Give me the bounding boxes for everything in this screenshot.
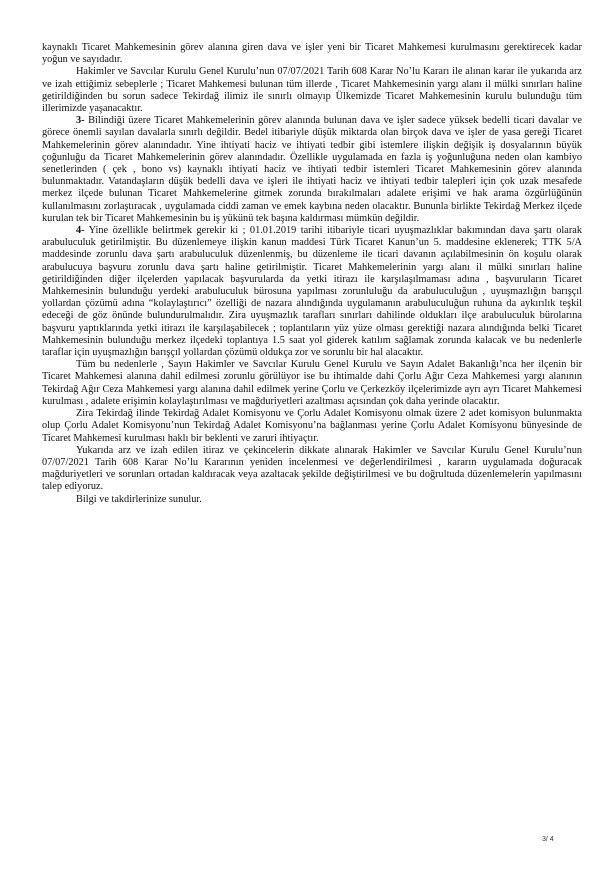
document-body	[42, 42, 582, 506]
paragraph-7: Yukarıda arz ve izah edilen itiraz ve çekincelerin dikkate alınarak Hakimler ve Savcılar Kurulu Genel Kurulu’nun 07/07/2021 Tarih 608 Karar No’lu Kararının yeniden incelenmesi ve değerlendirilmesi , kararın uygulamada doğuracak mağduriyetleri ve sorunları ortadan kaldıracak veya azaltacak şekilde değiştirilmesi ve bu doğrultuda düzenlemelerin yapılmasını talep ediyoruz.	[42, 444, 582, 493]
closing-line: Bilgi ve takdirlerinize sunulur.	[76, 493, 202, 505]
item-number-3: 3-	[76, 115, 85, 127]
item-number-4: 4-	[76, 225, 85, 237]
paragraph-1: kaynaklı Ticaret Mahkemesinin görev alanına giren dava ve işler yeni bir Ticaret Mahkemesi kurulmasını gerektirecek kadar yoğun ve sayıdadır.	[42, 42, 582, 66]
page-number: 3/ 4	[542, 836, 554, 843]
paragraph-4-text: Yine özellikle belirtmek gerekir ki ; 01.01.2019 tarihi itibariyle ticari uyuşmazlıklar bakımından dava şartı olarak arabuluculuk getirilmiştir. Bu düzenlemeye ilişkin kanun maddesi Türk Ticaret Kanun’un 5. maddesine eklenerek; TTK 5/A maddesinde zorunlu dava şartı arabuluculuk düzenlenmiş, bu düzenleme ile ticari davanın açılabilmesinin ön koşulu olarak arabulucuya başvuru zorunlu dava şartı haline getirilmiştir. Ticaret Mahkemelerinin yargı alanı il mülki sınırları haline getirildiğinden diğer ilçelerden yapılacak başvurularda da yetki itirazı ile karşılaşılmaması adına , başvuruların Ticaret Mahkemesinin bulunduğu yerdeki arabuluculuk bürosuna yapılması zorunluluğu da arabuluculuğun , uyuşmazlığın barışçıl yollardan çözümü adına “kolaylaştırıcı” özelliği de nazara alındığında uygulamanın arabuluculuğun ruhuna da aykırılık teşkil edeceği de göz önünde bulundurulmalıdır. Zira uyuşmazlık tarafları sınırları dahilinde oldukları ilçe arabuluculuk bürolarına başvuru yaptıklarında yetki itirazı ile karşılaşabilecek ; toplantıların yüz yüze olması gerektiği nazara alındığında belki Ticaret Mahkemesinin bulunduğu merkez ilçedeki toplantıya 1.5 saat yol giderek katılım sağlamak zorunda kalacak ve bu nedenlerle taraflar için uyuşmazlığın barışçıl yollardan çözümü oldukça zor ve sorunlu bir hal alacaktır.	[42, 225, 582, 359]
paragraph-5: Tüm bu nedenlerle , Sayın Hakimler ve Savcılar Kurulu Genel Kurulu ve Sayın Adalet Bakanlığı’nca her ilçenin bir Ticaret Mahkemesi alanına dahil edilmesi zorunlu görülüyor ise bu ihtimalde dahi Çorlu Ağır Ceza Mahkemesi yargı alanının Tekirdağ Ağır Ceza Mahkemesi yargı alanına dahil edilmek yerine Çorlu ve Çerkezköy ilçelerimizde ayrı ayrı Ticaret Mahkemesi kurulması , adalete erişimin kolaylaştırılması ve mağduriyetleri azaltması açısından çok daha yerinde olacaktır.	[42, 359, 582, 407]
paragraph-3	[42, 115, 582, 225]
paragraph-2: Hakimler ve Savcılar Kurulu Genel Kurulu’nun 07/07/2021 Tarih 608 Karar No’lu Kararı ile alınan karar ile yukarıda arz ve izah ettiğimiz sebeplerle ; Ticaret Mahkemesi bulunan tüm illerde , Ticaret Mahkemesinin yargı alanı il mülki sınırları haline getirildiğinden bu sorun sadece Tekirdağ ilimiz ile sınırlı olmayıp Ülkemizde Ticaret Mahkemesinin kurulu bulunduğu tüm illerimizde yaşanacaktır.	[42, 66, 582, 115]
paragraph-6: Zira Tekirdağ ilinde Tekirdağ Adalet Komisyonu ve Çorlu Adalet Komisyonu olmak üzere 2 adet komisyon bulunmakta olup Çorlu Adalet Komisyonu’nun Tekirdağ Adalet Komisyonu’na bağlanması yerine Çorlu Adalet Komisyonu bünyesinde de Ticaret Mahkemesi kurulması haklı bir beklenti ve zaruri ihtiyaçtır.	[42, 408, 582, 444]
paragraph-4	[42, 225, 582, 359]
paragraph-3-text: Bilindiği üzere Ticaret Mahkemelerinin görev alanında bulunan dava ve işler sadece yüksek bedelli ticari davalar ve görece önemli sayılan davalarla sınırlı değildir. Bedel itibariyle düşük miktarda olan birçok dava ve işler de yasa gereği Ticaret Mahkemelerinin görev alanındadır. Yine ihtiyati haciz ve ihtiyati tedbir gibi istemlere ilişkin değişik iş dosyalarının büyük çoğunluğu da Ticaret Mahkemelerinin görev alanındadır. Özellikle uygulamada en fazla iş yoğunluğuna neden olan kambiyo senetlerinden ( çek , bono vs) kaynaklı ihtiyati haciz ve ihtiyati tedbir istemleri Ticaret Mahkemesinin görev alanında bulunmaktadır. Vatandaşların düşük bedelli dava ve işleri ile ihtiyati haciz ve ihtiyati tedbir talepleri için çok uzak mesafede merkez ilçede bulunan Ticaret Mahkemelerine gitmek zorunda bırakılmaları adalete erişimi ve hak arama özgürlüğünün kullanılmasını zorlaştıracak , uygulamada ciddi zaman ve emek kaybına neden olacaktır. Bununla birlikte Tekirdağ Merkez ilçede kurulan tek bir Ticaret Mahkemesinin bu iş yükünü tek başına kaldırması mümkün değildir.	[42, 115, 582, 224]
